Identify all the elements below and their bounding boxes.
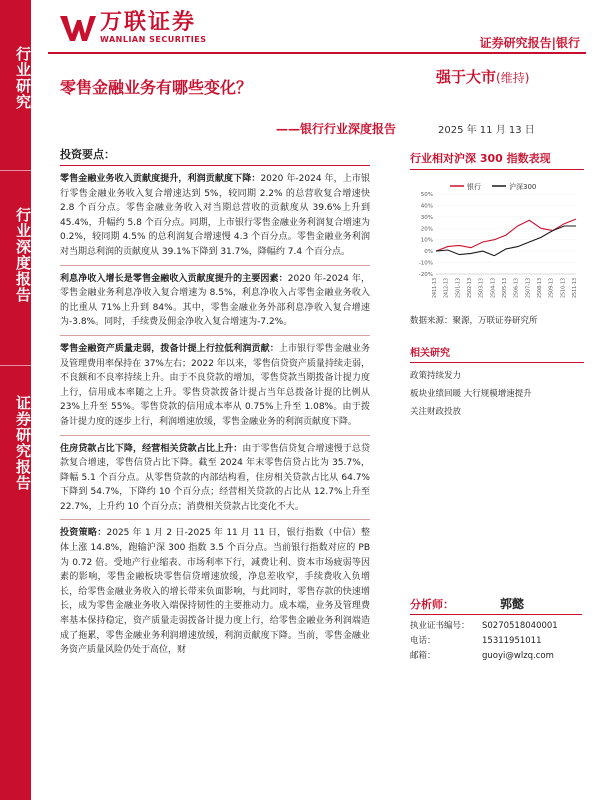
wanlian-logo-icon (60, 14, 96, 42)
x-tick-label: 2501-13 (456, 278, 462, 299)
section-divider (60, 165, 370, 166)
report-category: 证券研究报告|银行 (479, 36, 580, 50)
related-research-link[interactable]: 政策持续发力 (410, 371, 462, 381)
x-tick-label: 2508-13 (538, 278, 543, 299)
header-divider (48, 52, 586, 54)
x-tick-label: 2412-13 (444, 278, 450, 299)
rating-value: 强于大市 (436, 68, 497, 86)
paragraph-loan-structure (60, 442, 370, 515)
paragraph-lead: 零售金融业务收入贡献度提升，利润贡献度下降： (60, 174, 261, 184)
analyst-label: 分析师： (410, 598, 454, 611)
x-tick-label: 2505-13 (503, 278, 508, 299)
series-line-bank (436, 219, 576, 251)
paragraph-lead: 利息净收入增长是零售金融收入贡献度提升的主要因素： (60, 273, 288, 284)
paragraph-lead: 投资策略： (60, 528, 107, 539)
analyst-row-value[interactable]: guoyi@wlzq.com (482, 651, 554, 661)
rating (436, 66, 529, 87)
x-tick-label: 2510-13 (561, 278, 567, 299)
sidebar-divider (0, 170, 31, 171)
paragraph-text: 上市银行零售金融业务及管理费用率保持在 37%左右；2022 年以来，零售信贷资产质量持续走弱，不良额和不良率持续上升。由于不良贷款的增加，零售贷款当期拨备计提力度上行，信用成本率随之上升。零售贷款拨备计提占当年总拨备计提的比例从 23%上升至 55%。零售贷款的信用成本率从 0.75%上升至 1.08%。由于拨备计提力度的逐步上行，利润增速放缓，零售金融业务的利润贡献度下降。 (60, 343, 370, 427)
paragraph-text: 2020 年-2024 年，零售金融业务利息净收入复合增速为 8.5%，利息净收入占零售金融业务收入的比重从 71%上升到 84%。其中，零售金融业务外部利息净收入复合增速为-3.8%。同时，手续费及佣金净收入复合增速为-7.2%。 (60, 273, 370, 328)
right-column (410, 146, 584, 421)
paragraph-text: 由于零售信贷复合增速慢于总贷款复合增速，零售信贷占比下降。截至 2024 年末零售信贷占比为 35.7%，降幅 5.1 个百分点。从零售贷款的内部结构看，住房相关贷款占比从 64.7%下降到 54.7%，下降约 10 个百分点；经营相关贷款的占比从 12.7%上升至 22.7%，上升约 10 个百分点；消费相关贷款占比变化不大。 (60, 443, 370, 512)
y-tick-label: -10% (418, 260, 433, 267)
x-tick-label: 2503-13 (479, 278, 485, 299)
x-tick-label: 2506-13 (514, 278, 520, 299)
rating-note: (维持) (496, 71, 530, 85)
main-content (60, 146, 370, 658)
analyst-row-value: S0270518040001 (482, 621, 558, 631)
y-tick-label: -20% (418, 272, 433, 278)
y-tick-label: 30% (420, 214, 433, 221)
chart-source: 数据来源：聚源，万联证券研究所 (410, 316, 538, 326)
paragraph-net-interest (60, 272, 370, 330)
relative-performance-chart (410, 174, 580, 302)
related-research-link[interactable]: 关注财政投放 (410, 407, 462, 417)
legend-label-bank: 银行 (467, 183, 481, 191)
report-subtitle: ——银行行业深度报告 (276, 122, 397, 136)
analyst-row-label: 邮箱： (410, 651, 436, 661)
key-points-title: 投资要点： (60, 148, 115, 161)
paragraph-retail-contribution (60, 172, 370, 260)
paragraph-lead: 住房贷款占比下降，经营相关贷款占比上升： (60, 443, 243, 454)
related-divider (410, 362, 584, 363)
y-tick-label: 10% (420, 237, 433, 244)
analyst-info (410, 595, 582, 664)
y-tick-label: 40% (420, 203, 433, 210)
related-research-title: 相关研究 (410, 348, 450, 359)
analyst-row-license (410, 619, 582, 634)
sidebar-divider (0, 365, 31, 366)
x-tick-label: 2502-13 (468, 278, 473, 299)
x-tick-label: 2504-13 (491, 278, 497, 299)
paragraph-divider (60, 335, 370, 336)
x-tick-label: 2507-13 (526, 278, 532, 299)
x-tick-label: 2511-13 (573, 278, 578, 299)
paragraph-text: 2025 年 1 月 2 日-2025 年 11 月 11 日，银行指数（中信）整体上涨 14.8%，跑输沪深 300 指数 3.5 个百分点。当前银行指数对应的 PB 为 0.72 倍。受地产行业缩表、市场利率下行，减费让利、资本市场疲弱等因素的影响，零售金融板块零售信贷增速放缓，净息差收窄，手续费收入负增长，给零售金融业务收入的增长带来负面影响，与此同时，零售存款的快速增长，成为零售金融业务收入端保持韧性的主要推动力。成本端，业务及管理费率基本保持稳定，资产质量走弱拨备计提力度上行，给零售金融业务利润端造成了拖累，零售金融业务利润增速放缓，利润贡献度下降。当前，零售金融业务资产质量风险仍处于高位，财 (60, 528, 370, 656)
sidebar-label-industry-research: 行业研究 (14, 46, 32, 110)
left-sidebar (0, 0, 31, 800)
report-title: 零售金融业务有哪些变化？ (60, 78, 253, 97)
logo-english-name: WANLIAN SECURITIES (100, 35, 207, 44)
analyst-row-email (410, 649, 582, 664)
legend-label-hs300: 沪深300 (509, 183, 537, 191)
paragraph-text: 2020 年-2024 年，上市银行零售金融业务收入复合增速达到 5%，较同期 2.2% 的总营收复合增速快 2.8 个百分点。零售金融业务收入对当期总营收的贡献度从 39.6%上升到 45.4%，升幅约 5.8 个百分点。同期，上市银行零售金融业务利润复合增速为 0.2%，较同期 4.5% 的总利润复合增速慢 4.3 个百分点。零售金融业务利润对当期总利润的贡献度从 39.1%下降到 31.7%，降幅约 7.4 个百分点。 (60, 174, 370, 257)
analyst-row-phone (410, 634, 582, 649)
paragraph-asset-quality (60, 342, 370, 430)
analyst-name: 郭懿 (500, 597, 525, 611)
paragraph-divider (60, 519, 370, 520)
paragraph-lead: 零售金融资产质量走弱，拨备计提上行拉低利润贡献： (60, 343, 279, 354)
analyst-row-label: 执业证书编号： (410, 621, 470, 631)
paragraph-divider (60, 435, 370, 436)
chart-title: 行业相对沪深 300 指数表现 (410, 152, 551, 165)
sidebar-label-securities-research-report: 证券研究报告 (14, 395, 32, 491)
analyst-row-label: 电话： (410, 636, 436, 646)
x-tick-label: 2509-13 (549, 278, 555, 299)
y-tick-label: 20% (420, 226, 433, 233)
logo-chinese-name: 万联证券 (100, 10, 197, 35)
related-research-link[interactable]: 板块业绩回暖 大行规模增速提升 (410, 389, 532, 399)
chart-title-divider (410, 169, 584, 170)
y-tick-label: 0% (424, 249, 433, 256)
report-date: 2025 年 11 月 13 日 (438, 125, 535, 136)
company-logo (60, 12, 207, 44)
paragraph-investment-strategy (60, 526, 370, 657)
sidebar-label-industry-depth-report: 行业深度报告 (14, 207, 32, 303)
x-tick-label: 2411-13 (433, 278, 438, 299)
y-tick-label: 50% (420, 192, 433, 198)
paragraph-divider (60, 265, 370, 266)
analyst-row-value: 15311951011 (482, 636, 542, 646)
